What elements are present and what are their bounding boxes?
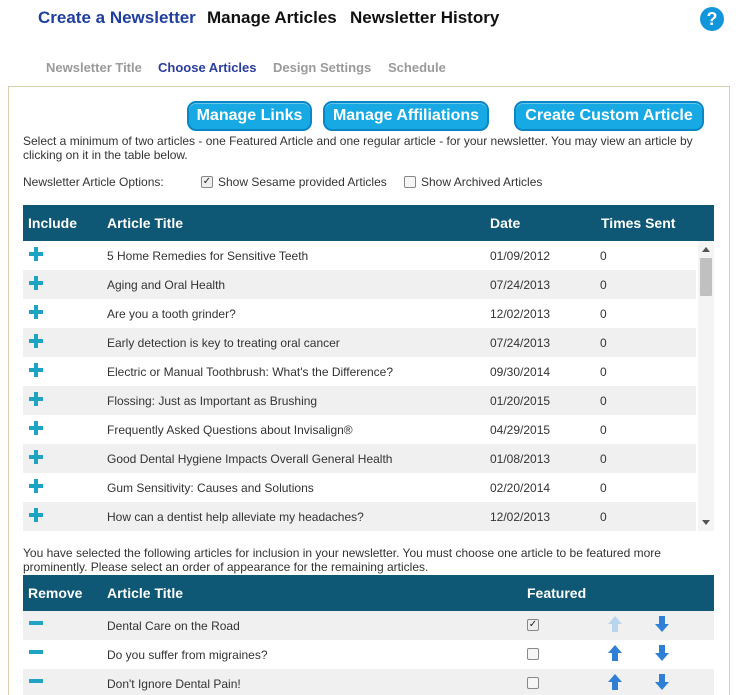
article-date: 07/24/2013 (490, 278, 551, 292)
add-icon[interactable] (29, 305, 43, 319)
add-icon[interactable] (29, 392, 43, 406)
article-date: 07/24/2013 (490, 336, 551, 350)
header-article-title: Article Title (107, 215, 183, 231)
step-schedule[interactable]: Schedule (388, 60, 446, 75)
table-row[interactable] (23, 473, 696, 502)
scroll-down-icon[interactable] (702, 520, 710, 525)
step-design-settings[interactable]: Design Settings (273, 60, 372, 75)
article-title[interactable]: Aging and Oral Health (107, 278, 226, 292)
article-date: 12/02/2013 (490, 307, 551, 321)
article-date: 01/20/2015 (490, 394, 551, 408)
header-featured: Featured (527, 585, 587, 601)
selected-article-title[interactable]: Don't Ignore Dental Pain! (107, 677, 241, 691)
articles-table-header (23, 205, 714, 241)
articles-scrollbar[interactable] (698, 241, 714, 531)
help-icon[interactable]: ? (700, 7, 724, 31)
article-title[interactable]: Flossing: Just as Important as Brushing (107, 394, 318, 408)
add-icon[interactable] (29, 421, 43, 435)
article-date: 09/30/2014 (490, 365, 551, 379)
article-date: 01/09/2012 (490, 249, 551, 263)
show-sesame-label: Show Sesame provided Articles (218, 175, 387, 189)
show-archived-label: Show Archived Articles (421, 175, 543, 189)
tab-newsletter-history[interactable]: Newsletter History (350, 8, 500, 27)
move-down-icon[interactable] (655, 616, 669, 632)
article-date: 01/08/2013 (490, 452, 551, 466)
move-down-icon[interactable] (655, 674, 669, 690)
table-row[interactable] (23, 357, 696, 386)
add-icon[interactable] (29, 276, 43, 290)
manage-affiliations-button[interactable]: Manage Affiliations (323, 101, 489, 131)
tab-create-newsletter[interactable]: Create a Newsletter (38, 8, 196, 27)
article-title[interactable]: Good Dental Hygiene Impacts Overall General Health (107, 452, 393, 466)
article-times-sent: 0 (600, 249, 607, 263)
article-times-sent: 0 (600, 394, 607, 408)
header-date: Date (490, 215, 521, 231)
article-times-sent: 0 (600, 336, 607, 350)
add-icon[interactable] (29, 334, 43, 348)
table-row[interactable] (23, 241, 696, 270)
table-row (23, 669, 714, 695)
article-times-sent: 0 (600, 452, 607, 466)
tab-manage-articles[interactable]: Manage Articles (207, 8, 337, 27)
article-times-sent: 0 (600, 307, 607, 321)
table-row (23, 640, 714, 669)
table-row[interactable] (23, 444, 696, 473)
header-selected-title: Article Title (107, 585, 183, 601)
remove-icon[interactable] (29, 621, 43, 625)
article-title[interactable]: Electric or Manual Toothbrush: What's the Difference? (107, 365, 393, 379)
selected-instructions-text: You have selected the following articles for inclusion in your newsletter. You must choose one article to be featured more prominently. Please select an order of appearance for the remaining articles. (23, 546, 661, 574)
table-row (23, 611, 714, 640)
move-up-icon[interactable] (608, 645, 622, 661)
move-down-icon[interactable] (655, 645, 669, 661)
article-title[interactable]: Are you a tooth grinder? (107, 307, 236, 321)
article-times-sent: 0 (600, 423, 607, 437)
article-title[interactable]: Gum Sensitivity: Causes and Solutions (107, 481, 314, 495)
table-row[interactable] (23, 415, 696, 444)
article-date: 04/29/2015 (490, 423, 551, 437)
article-title[interactable]: Early detection is key to treating oral cancer (107, 336, 340, 350)
table-row[interactable] (23, 299, 696, 328)
add-icon[interactable] (29, 363, 43, 377)
add-icon[interactable] (29, 247, 43, 261)
selected-article-title[interactable]: Do you suffer from migraines? (107, 648, 268, 662)
table-row[interactable] (23, 502, 696, 531)
show-sesame-checkbox[interactable]: ✓ (202, 176, 212, 187)
add-icon[interactable] (29, 508, 43, 522)
choose-articles-panel (8, 86, 730, 695)
featured-checkbox[interactable]: ✓ (528, 619, 538, 630)
featured-checkbox[interactable] (527, 648, 539, 660)
article-times-sent: 0 (600, 481, 607, 495)
show-archived-checkbox[interactable] (404, 176, 416, 188)
selected-table-body (23, 611, 714, 695)
articles-table-body (23, 241, 714, 531)
article-title[interactable]: Frequently Asked Questions about Invisalign® (107, 423, 353, 437)
article-date: 12/02/2013 (490, 510, 551, 524)
header-times-sent: Times Sent (601, 215, 676, 231)
header-remove: Remove (28, 585, 83, 601)
table-row[interactable] (23, 328, 696, 357)
manage-links-button[interactable]: Manage Links (187, 101, 312, 131)
featured-checkbox[interactable] (527, 677, 539, 689)
article-date: 02/20/2014 (490, 481, 551, 495)
remove-icon[interactable] (29, 679, 43, 683)
remove-icon[interactable] (29, 650, 43, 654)
create-custom-article-button[interactable]: Create Custom Article (514, 101, 704, 131)
add-icon[interactable] (29, 450, 43, 464)
article-times-sent: 0 (600, 510, 607, 524)
top-navigation (0, 0, 739, 40)
scroll-up-icon[interactable] (702, 247, 710, 252)
step-navigation (0, 60, 739, 80)
instructions-text: Select a minimum of two articles - one Featured Article and one regular article - for your newsletter. You may view an article by clicking on it in the table below. (23, 134, 693, 162)
header-include: Include (28, 215, 78, 231)
table-row[interactable] (23, 270, 696, 299)
article-times-sent: 0 (600, 365, 607, 379)
selected-article-title[interactable]: Dental Care on the Road (107, 619, 240, 633)
scroll-thumb[interactable] (700, 258, 712, 296)
step-choose-articles[interactable]: Choose Articles (158, 60, 257, 75)
article-title[interactable]: 5 Home Remedies for Sensitive Teeth (107, 249, 309, 263)
add-icon[interactable] (29, 479, 43, 493)
table-row[interactable] (23, 386, 696, 415)
selected-table-header (23, 575, 714, 611)
article-options-label: Newsletter Article Options: (23, 175, 164, 189)
move-up-icon[interactable] (608, 674, 622, 690)
article-times-sent: 0 (600, 278, 607, 292)
move-up-icon (608, 616, 622, 632)
article-title[interactable]: How can a dentist help alleviate my headaches? (107, 510, 364, 524)
step-newsletter-title[interactable]: Newsletter Title (46, 60, 142, 75)
